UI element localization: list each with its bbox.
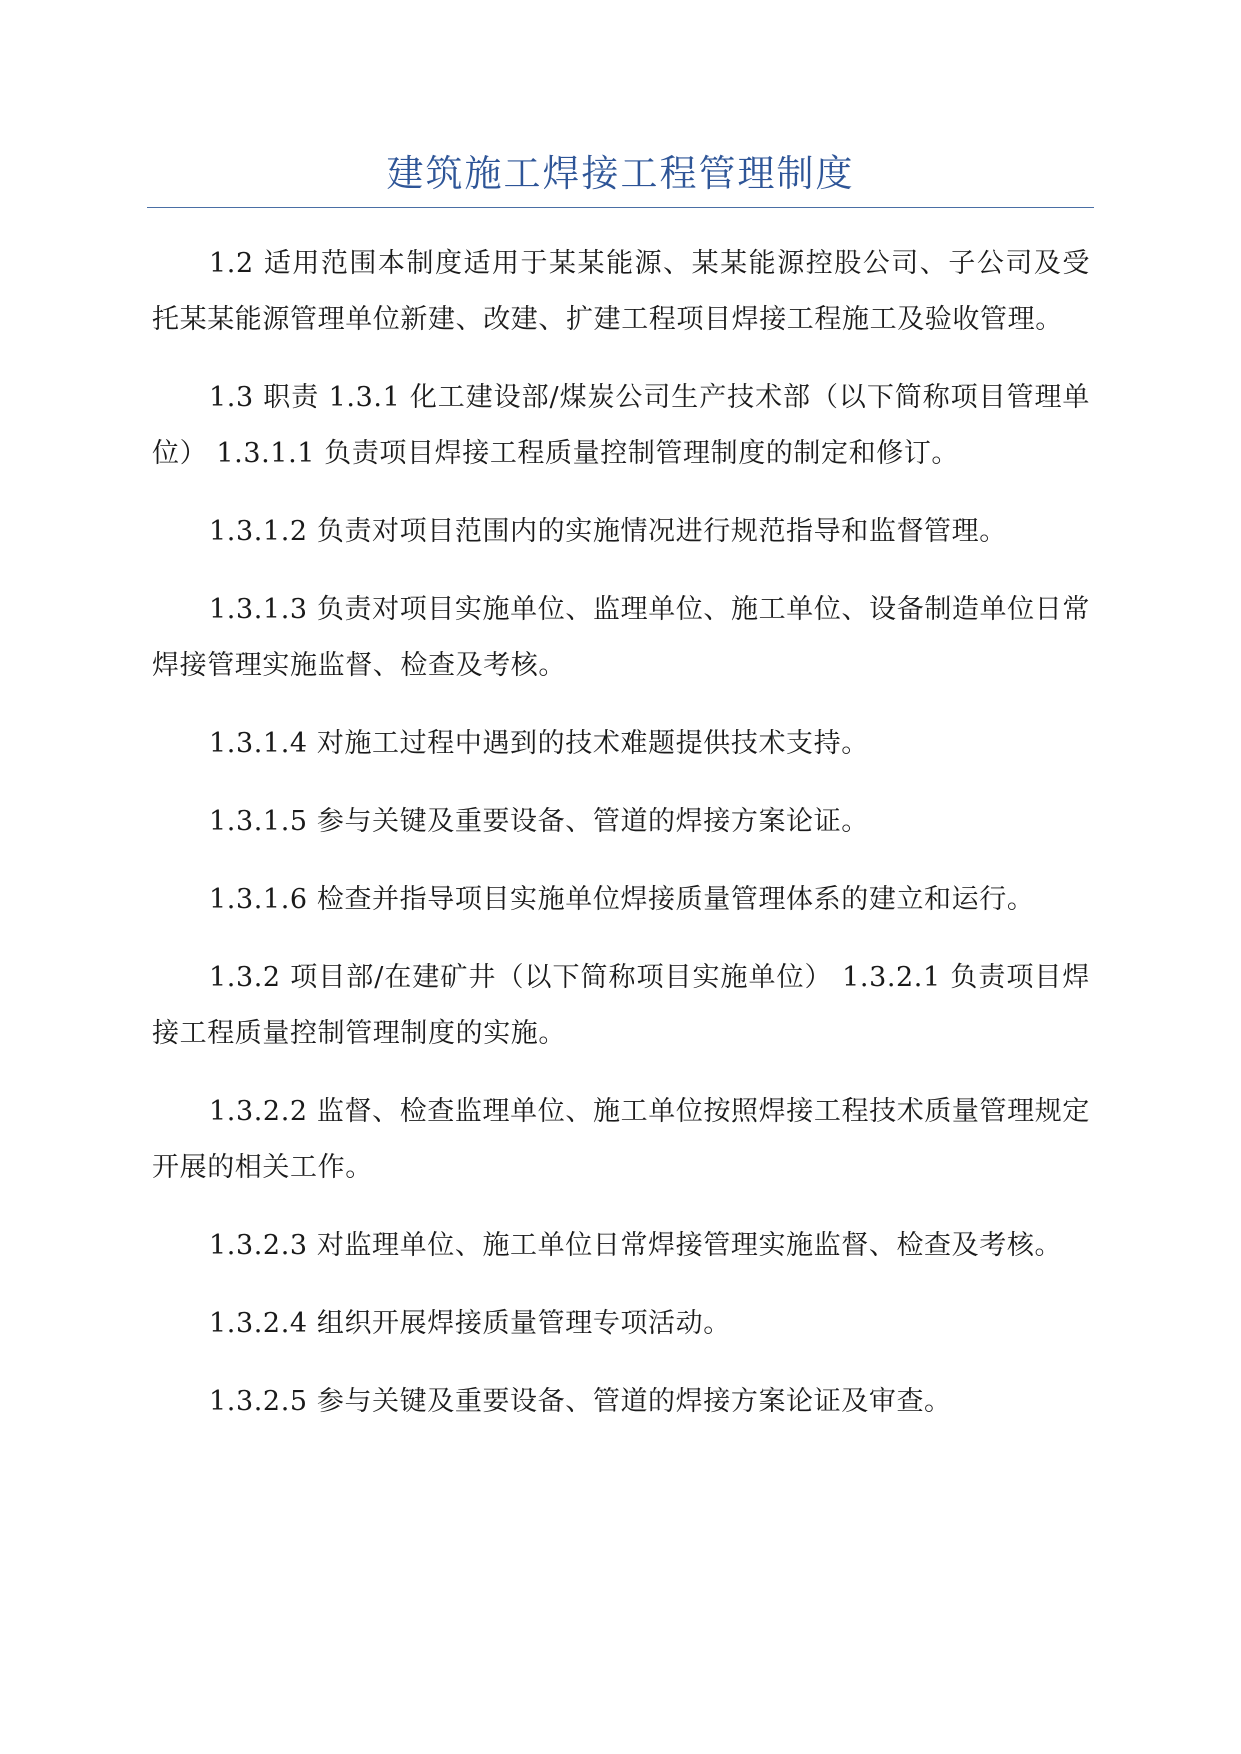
document-title: 建筑施工焊接工程管理制度 [386,152,855,195]
paragraph-1-3-1-6: 1.3.1.6 检查并指导项目实施单位焊接质量管理体系的建立和运行。 [209,884,1035,915]
paragraph-responsibilities: 1.3 职责 1.3.1 化工建设部/煤炭公司生产技术部（以下简称项目管理单位） 1.3.1.1 负责项目焊接工程质量控制管理制度的制定和修订。 [152,382,1090,469]
paragraph-1-3-2-3: 1.3.2.3 对监理单位、施工单位日常焊接管理实施监督、检查及考核。 [209,1230,1063,1261]
paragraph-1-3-1-5: 1.3.1.5 参与关键及重要设备、管道的焊接方案论证。 [209,806,869,837]
paragraph-1-3-2-4: 1.3.2.4 组织开展焊接质量管理专项活动。 [209,1308,731,1339]
paragraph-1-3-1-2: 1.3.1.2 负责对项目范围内的实施情况进行规范指导和监督管理。 [209,516,1007,547]
paragraph-1-3-2-5: 1.3.2.5 参与关键及重要设备、管道的焊接方案论证及审查。 [209,1386,952,1417]
paragraph-1-3-2-2: 1.3.2.2 监督、检查监理单位、施工单位按照焊接工程技术质量管理规定开展的相关工作。 [152,1096,1090,1183]
document-body [152,236,1090,1452]
paragraph-1-3-2: 1.3.2 项目部/在建矿井（以下简称项目实施单位） 1.3.2.1 负责项目焊接工程质量控制管理制度的实施。 [152,962,1090,1049]
paragraph-1-3-1-4: 1.3.1.4 对施工过程中遇到的技术难题提供技术支持。 [209,728,869,759]
paragraph-scope: 1.2 适用范围本制度适用于某某能源、某某能源控股公司、子公司及受托某某能源管理单位新建、改建、扩建工程项目焊接工程施工及验收管理。 [152,248,1090,335]
title-underline [147,207,1094,208]
paragraph-1-3-1-3: 1.3.1.3 负责对项目实施单位、监理单位、施工单位、设备制造单位日常焊接管理实施监督、检查及考核。 [152,594,1090,681]
